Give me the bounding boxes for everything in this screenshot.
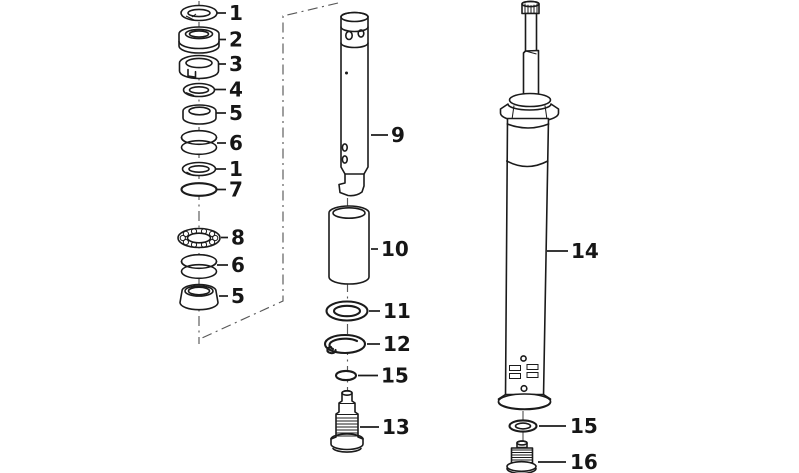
callout-3 [219, 52, 243, 76]
callout-1-label: 1 [229, 1, 243, 25]
callout-8 [221, 226, 245, 250]
part-5b-seal-cup [180, 285, 218, 310]
explosion-boundary-line [202, 3, 338, 338]
part-4-circlip [184, 84, 215, 97]
part-12-snap-ring [325, 335, 365, 353]
callout-2 [219, 28, 243, 52]
part-5-seal-washer [183, 105, 216, 124]
callout-15m-label: 15 [381, 363, 409, 388]
part-3-slotted-ring [180, 56, 219, 79]
callout-2-label: 2 [229, 27, 243, 52]
part-14-shock-cartridge [499, 1, 559, 409]
part-15-o-ring-right [510, 420, 537, 431]
callout-4 [215, 78, 243, 102]
part-6-wave-spring [182, 131, 217, 155]
part-8-ball-bearing [178, 229, 220, 248]
part-16-drain-bolt [507, 441, 536, 473]
callout-5b-label: 5 [231, 284, 245, 308]
callout-5 [216, 101, 243, 125]
callout-10 [371, 237, 409, 261]
callout-14-label: 14 [571, 239, 599, 263]
callout-15-middle [358, 364, 409, 388]
callout-7 [217, 178, 243, 202]
part-15-o-ring-middle [336, 371, 356, 380]
callout-8-label: 8 [231, 225, 245, 250]
part-10-bushing-sleeve [329, 206, 369, 284]
part-9-fork-stanchion-tube [339, 13, 368, 196]
callout-4-label: 4 [229, 77, 243, 102]
callout-15-right [539, 414, 598, 438]
part-1b-retaining-ring [183, 163, 216, 176]
callout-6-label: 6 [229, 131, 243, 155]
callout-16 [538, 450, 598, 473]
callout-16-label: 16 [570, 450, 598, 473]
callout-5-label: 5 [229, 101, 243, 125]
callout-11-label: 11 [383, 299, 411, 323]
part-1-retaining-ring [181, 6, 217, 21]
callout-10-label: 10 [381, 237, 409, 261]
callout-3-label: 3 [229, 52, 243, 76]
callout-6b-label: 6 [231, 253, 245, 277]
callout-15r-label: 15 [570, 414, 598, 438]
callout-7-label: 7 [229, 177, 243, 202]
part-7-o-ring [182, 183, 217, 196]
callout-1b-label: 1 [229, 157, 243, 181]
callout-11 [369, 299, 411, 323]
part-13-damper-valve [331, 391, 363, 452]
callout-1 [217, 1, 243, 25]
callout-12 [367, 332, 411, 356]
callout-12-label: 12 [383, 332, 411, 356]
callout-14 [547, 239, 599, 263]
callout-13-label: 13 [382, 415, 410, 439]
callout-6 [217, 131, 243, 155]
part-6b-wave-spring [182, 255, 217, 279]
part-11-support-ring [327, 302, 368, 321]
callout-13 [360, 415, 410, 439]
callout-6b [217, 253, 245, 277]
callout-9 [371, 123, 405, 147]
part-2-dust-cap [179, 27, 219, 53]
callout-9-label: 9 [391, 123, 405, 147]
callout-5b [219, 284, 245, 308]
